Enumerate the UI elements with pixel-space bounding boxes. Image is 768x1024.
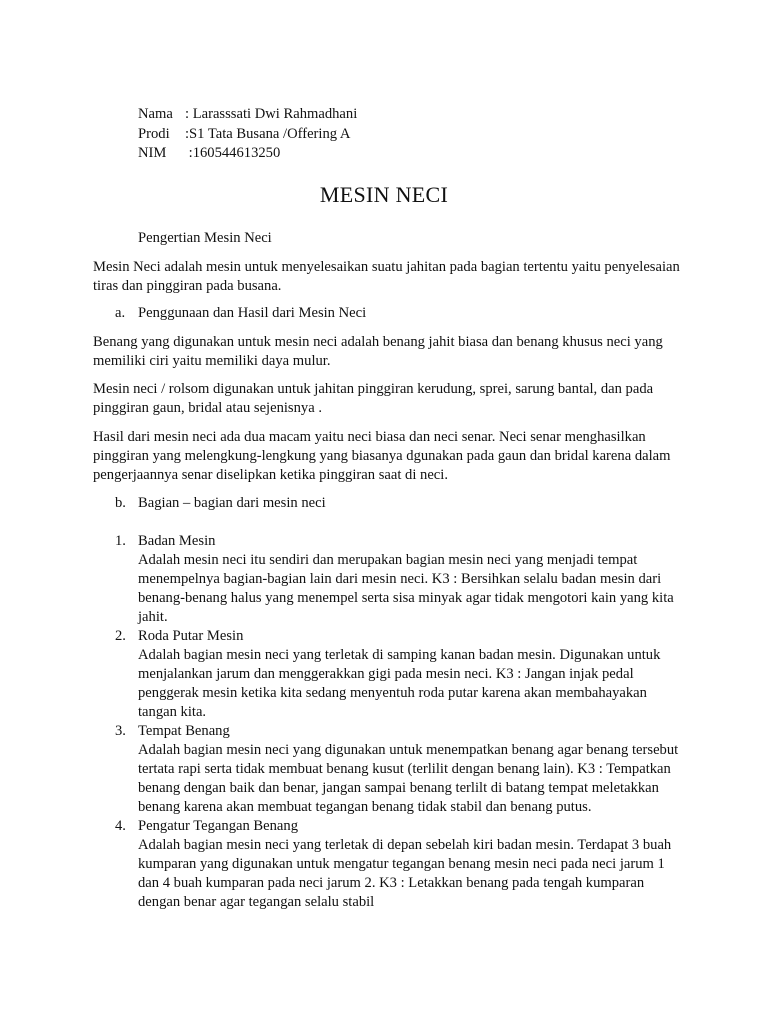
section-a-paragraph-3: Hasil dari mesin neci ada dua macam yaitu neci biasa dan neci senar. Neci senar menghasilkan pinggiran yang melengkung-lengkung yang biasanya dgunakan pada gaun dan bridal karena dalam pengerjaannya senar diselipkan ketika pinggiran saat di neci. [93, 429, 671, 483]
prodi-value: :S1 Tata Busana /Offering A [185, 125, 351, 142]
section-b-heading [115, 494, 695, 513]
nim-value: :160544613250 [185, 145, 281, 161]
list-item-number: 1. [115, 533, 126, 549]
list-item [115, 817, 685, 912]
list-item-name: Badan Mesin [138, 533, 216, 549]
section-a-paragraph-1: Benang yang digunakan untuk mesin neci adalah benang jahit biasa dan benang khusus neci yang memiliki ciri yaitu memiliki daya mulur. [93, 334, 663, 369]
list-item-description: Adalah mesin neci itu sendiri dan merupakan bagian mesin neci yang menjadi tempat menempelnya bagian-bagian lain dari mesin neci. K3 : Bersihkan selalu badan mesin dari benang-benang halus yang menempel serta sisa minyak agar tidak mengotori kain yang kita jahit. [138, 552, 674, 625]
list-item-description: Adalah bagian mesin neci yang terletak di depan sebelah kiri badan mesin. Terdapat 3 buah kumparan yang digunakan untuk mengatur tegangan benang mesin neci pada neci jarum 1 dan 4 buah kumparan pada neci jarum 2. K3 : Letakkan benang pada tengah kumparan dengan benar agar tegangan selalu stabil [138, 837, 672, 910]
name-row [138, 105, 357, 125]
list-item-number: 2. [115, 628, 126, 644]
section-a-heading [115, 304, 695, 323]
student-info [138, 105, 357, 164]
section-a-title: Penggunaan dan Hasil dari Mesin Neci [138, 305, 367, 321]
name-value: : Larasssati Dwi Rahmadhani [185, 106, 358, 122]
prodi-row [138, 125, 357, 145]
intro-paragraph: Mesin Neci adalah mesin untuk menyelesaikan suatu jahitan pada bagian tertentu yaitu penyelesaian tiras dan pinggiran pada busana. [93, 259, 680, 294]
document-title: MESIN NECI [319, 182, 449, 207]
list-item-name: Pengatur Tegangan Benang [138, 818, 299, 834]
list-item-description: Adalah bagian mesin neci yang digunakan untuk menempatkan benang agar benang tersebut tertata rapi serta tidak membuat benang kusut (terlilit dengan benang lain). K3 : Tempatkan benang dengan baik dan benar, jangan sampai benang terlilt di batang tempat meletakkan benang karena akan membuat tegangan benang tidak stabil dan benang putus. [138, 742, 679, 815]
list-item-number: 3. [115, 723, 126, 739]
list-item-description: Adalah bagian mesin neci yang terletak di samping kanan badan mesin. Digunakan untuk menjalankan jarum dan menggerakkan gigi pada mesin neci. K3 : Jangan injak pedal penggerak mesin ketika kita sedang menyentuh roda putar karena akan membahayakan tangan kita. [138, 647, 661, 720]
list-item [115, 722, 685, 817]
list-item-name: Tempat Benang [138, 723, 230, 739]
section-b-marker: b. [115, 495, 126, 511]
prodi-label: Prodi [138, 125, 170, 142]
list-item-number: 4. [115, 818, 126, 834]
name-label: Nama [138, 106, 173, 122]
nim-row [138, 144, 357, 164]
section-a-paragraph-2: Mesin neci / rolsom digunakan untuk jahitan pinggiran kerudung, sprei, sarung bantal, dan pada pinggiran gaun, bridal atau sejenisnya . [93, 381, 654, 416]
section-heading: Pengertian Mesin Neci [138, 230, 272, 246]
nim-label: NIM [138, 145, 167, 161]
section-a-marker: a. [115, 305, 126, 321]
list-item [115, 627, 685, 722]
section-b-title: Bagian – bagian dari mesin neci [138, 495, 326, 511]
parts-list [115, 532, 685, 912]
list-item-name: Roda Putar Mesin [138, 628, 244, 644]
list-item [115, 532, 685, 627]
